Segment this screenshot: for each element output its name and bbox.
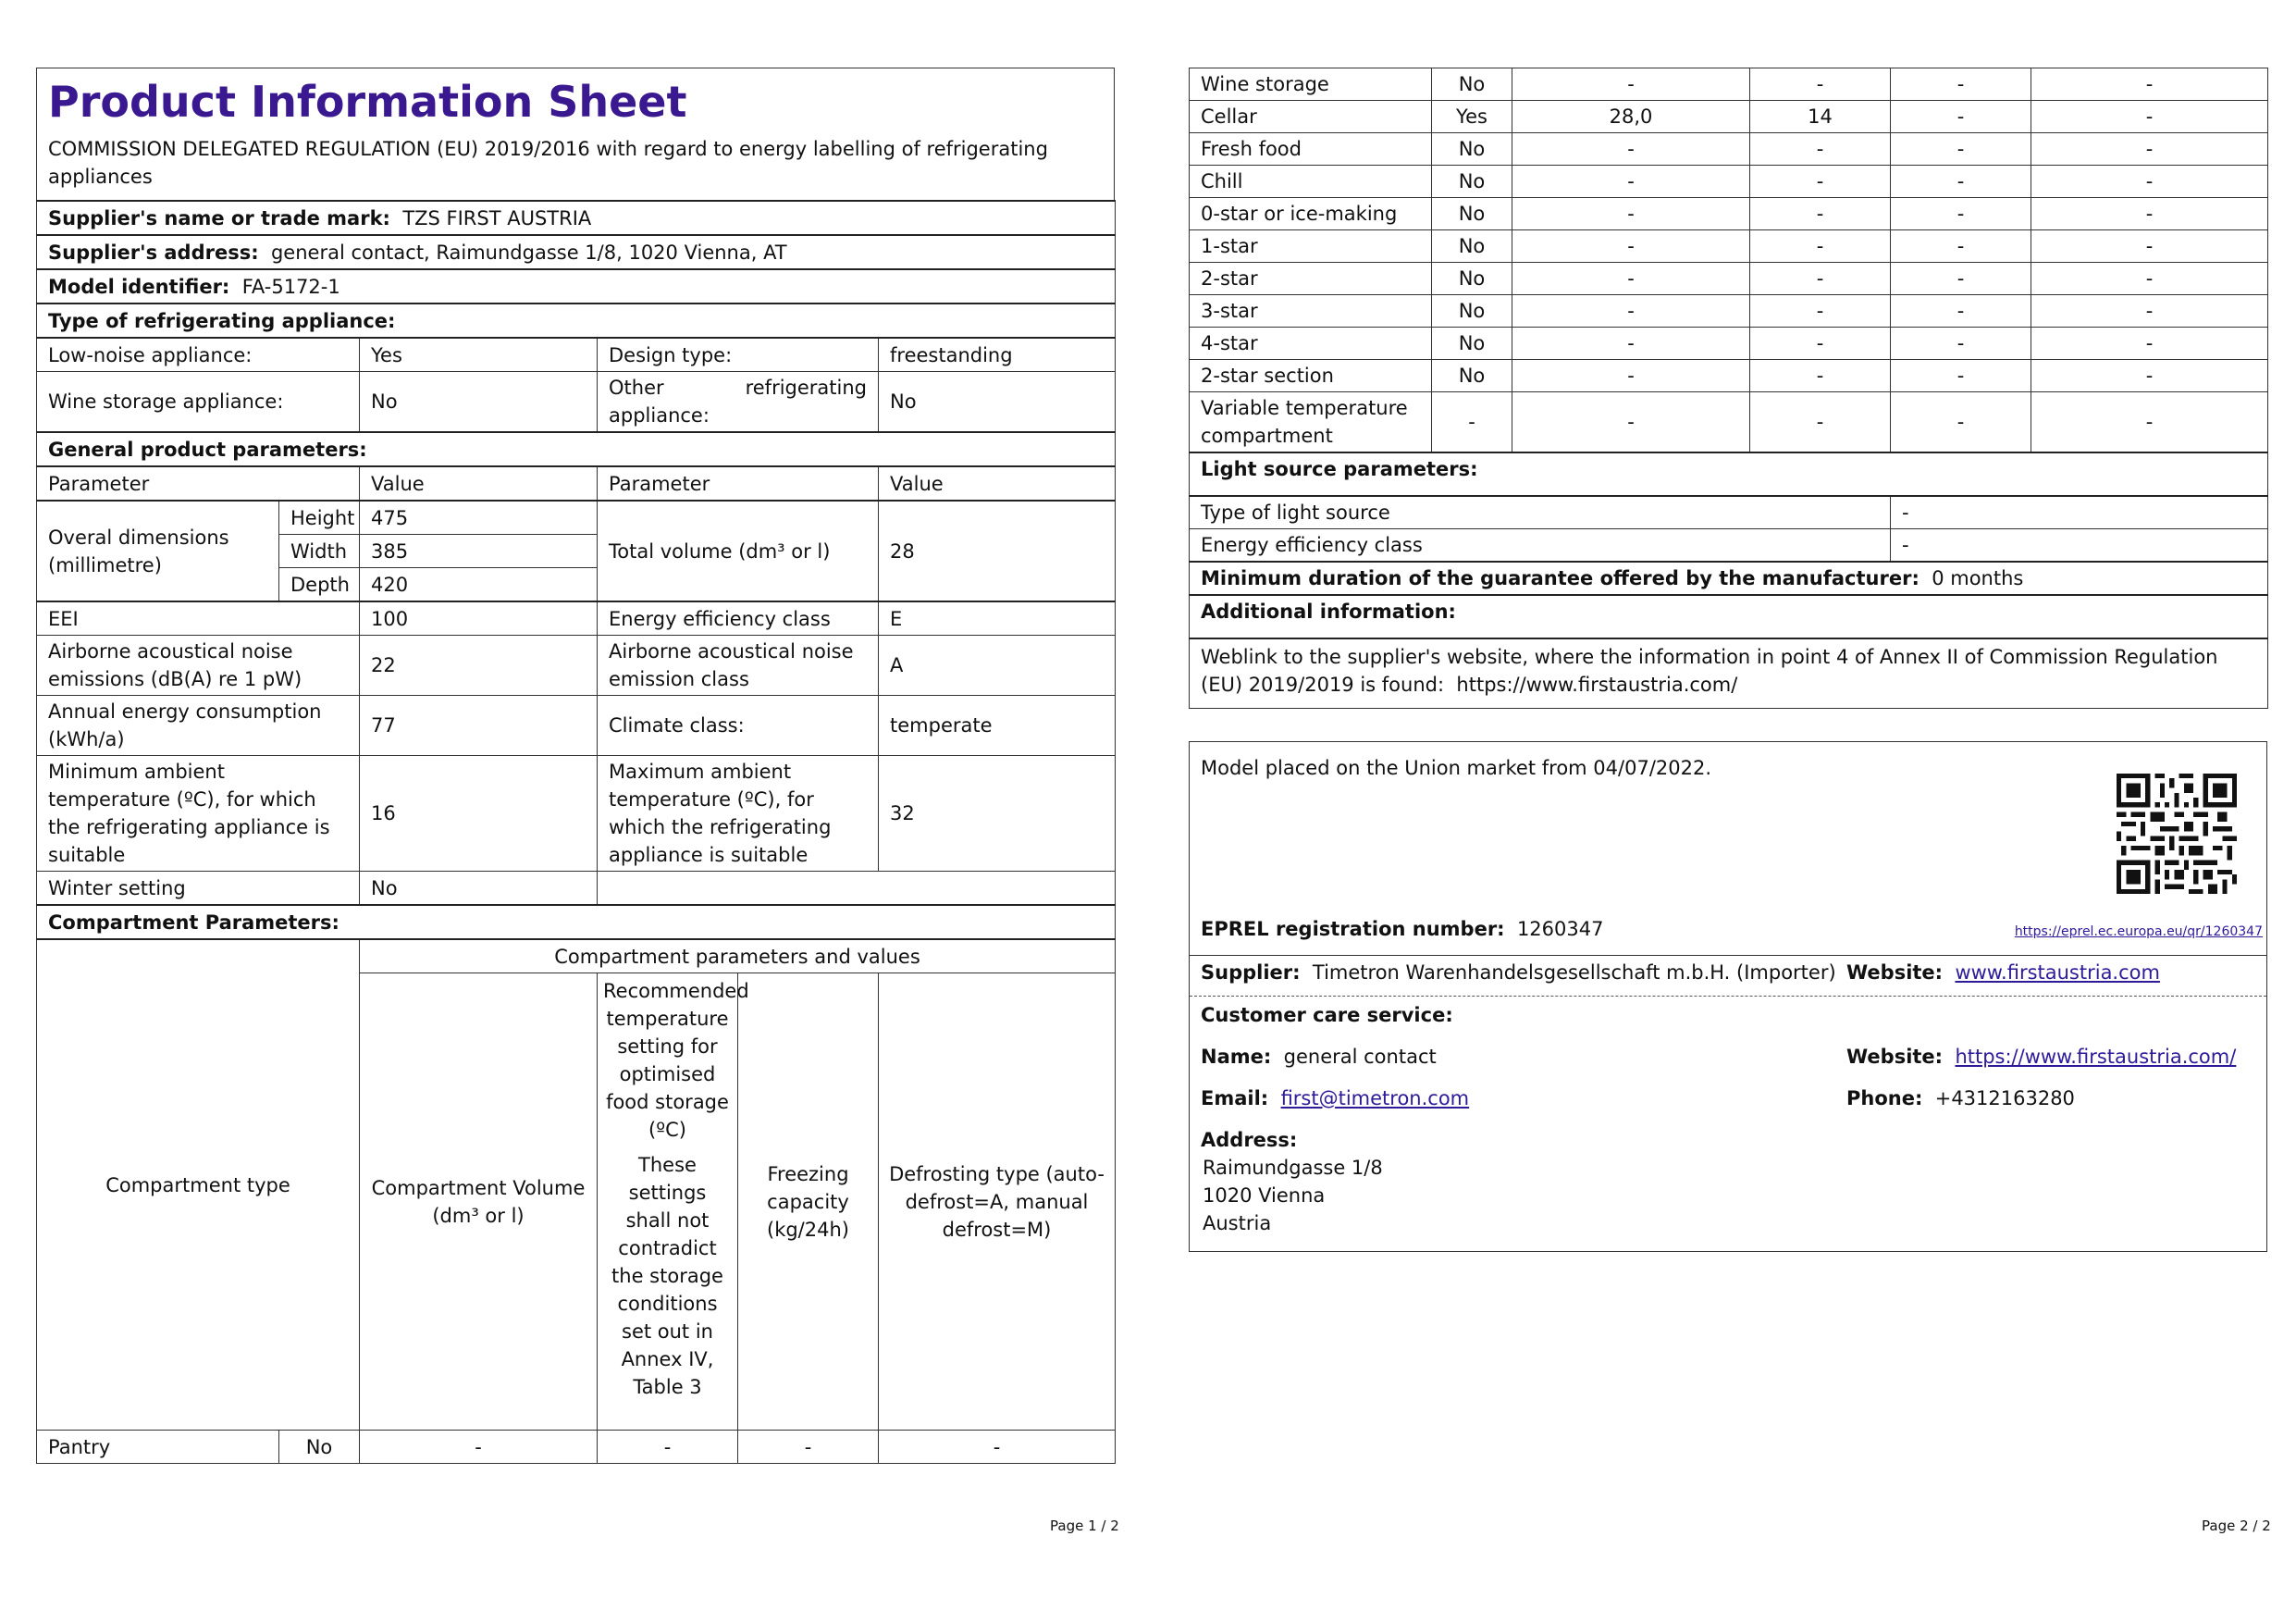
name-value: general contact: [1283, 1046, 1437, 1068]
supplier-value: Timetron Warenhandelsgesellschaft m.b.H. (Importer): [1312, 961, 1836, 984]
compartment-volume: -: [1512, 68, 1750, 101]
guarantee-row: [1190, 562, 2268, 595]
page-title: Product Information Sheet: [48, 77, 687, 127]
compartment-name: 1-star: [1190, 230, 1432, 263]
page-number-2: Page 2 / 2: [2202, 1518, 2271, 1534]
eprel-label: EPREL registration number:: [1201, 918, 1505, 940]
params-header-row: [37, 466, 1116, 501]
compartment-row: [1190, 101, 2268, 133]
eprel-number: 1260347: [1516, 918, 1604, 940]
compartment-params-row: [37, 905, 1116, 939]
compartment-defrost: -: [2031, 101, 2268, 133]
type-label: Type of refrigerating appliance:: [37, 304, 1116, 338]
other-appliance-value: No: [879, 372, 1116, 433]
compartment-freezing: -: [1891, 230, 2031, 263]
eei-row: [37, 601, 1116, 636]
compartment-temp: -: [1750, 198, 1891, 230]
compartment-freezing: -: [1891, 360, 2031, 392]
depth-value: 420: [360, 568, 598, 602]
param-header: Parameter: [37, 466, 360, 501]
min-temp-label: Minimum ambient temperature (ºC), for which the refrigerating appliance is suitable: [37, 756, 360, 872]
model-label: Model identifier:: [48, 275, 230, 298]
compartment-temp: -: [1750, 166, 1891, 198]
compartment-defrost: -: [2031, 295, 2268, 328]
supplier-address-label: Supplier's address:: [48, 241, 259, 264]
other-appliance-label: Other refrigerating appliance:: [598, 372, 879, 433]
design-type-value: freestanding: [879, 338, 1116, 372]
email-link[interactable]: first@timetron.com: [1280, 1087, 1470, 1109]
variable-compartment-row: [1190, 392, 2268, 453]
compartment-defrost: -: [2031, 230, 2268, 263]
supplier-name: TZS FIRST AUSTRIA: [402, 206, 592, 229]
recommended-temp-header: [598, 973, 749, 1431]
supplier-address-row: [37, 235, 1116, 269]
address-line-3: Austria: [1203, 1212, 1272, 1234]
compartment-temp: 14: [1750, 101, 1891, 133]
annual-value: 77: [360, 696, 598, 756]
compartment-defrost: -: [2031, 328, 2268, 360]
max-temp-value: 32: [879, 756, 1116, 872]
compartment-row: [1190, 263, 2268, 295]
light-type-value: -: [1891, 496, 2268, 529]
compartment-row: [1190, 68, 2268, 101]
compartment-volume: -: [1512, 263, 1750, 295]
compartment-freezing: -: [1891, 295, 2031, 328]
supplier-address: general contact, Raimundgasse 1/8, 1020 Vienna, AT: [270, 241, 787, 264]
market-text: Model placed on the Union market from 04/07/2022.: [1201, 757, 1712, 779]
compartment-defrost: -: [2031, 263, 2268, 295]
weblink-text: Weblink to the supplier's website, where the information in point 4 of Annex II of Commission Regulation (EU) 2019/2019 is found:: [1201, 646, 2218, 696]
light-type-row: [1190, 496, 2268, 529]
website-link[interactable]: www.firstaustria.com: [1955, 961, 2160, 984]
model-identifier: FA-5172-1: [241, 275, 340, 298]
comp-params-values-header: Compartment parameters and values: [360, 939, 1116, 973]
param-header-2: Parameter: [598, 466, 879, 501]
eec-label: Energy efficiency class: [598, 601, 879, 636]
name-label: Name:: [1201, 1046, 1272, 1068]
compartment-temp: -: [1750, 133, 1891, 166]
low-noise-row: [37, 338, 1116, 372]
compartment-row: [1190, 328, 2268, 360]
pantry-freezing: -: [738, 1431, 879, 1464]
compartment-name: Cellar: [1190, 101, 1432, 133]
noise-row: [37, 636, 1116, 696]
pantry-name: Pantry: [37, 1431, 279, 1464]
compartment-header-row: [37, 939, 1116, 973]
height-row: [37, 501, 1116, 535]
general-params-row: [37, 432, 1116, 466]
depth-label: Depth: [279, 568, 360, 602]
variable-temp: -: [1750, 392, 1891, 453]
compartment-freezing: -: [1891, 263, 2031, 295]
low-noise-value: Yes: [360, 338, 598, 372]
dashed-divider: [1190, 996, 2266, 997]
type-row: [37, 304, 1116, 338]
compartment-present: No: [1432, 360, 1512, 392]
variable-freezing: -: [1891, 392, 2031, 453]
page-number-1: Page 1 / 2: [1050, 1518, 1119, 1534]
compartment-name: 3-star: [1190, 295, 1432, 328]
pantry-row: [37, 1431, 1116, 1464]
value-header: Value: [360, 466, 598, 501]
wine-storage-row: [37, 372, 1116, 433]
website2-link[interactable]: https://www.firstaustria.com/: [1955, 1046, 2237, 1068]
compartment-temp: -: [1750, 68, 1891, 101]
compartment-present: No: [1432, 230, 1512, 263]
compartment-present: No: [1432, 166, 1512, 198]
pantry-defrost: -: [879, 1431, 1116, 1464]
recommended-temp-text: Recommended temperature setting for optimised food storage (ºC): [603, 980, 749, 1141]
compartment-name: Fresh food: [1190, 133, 1432, 166]
compartment-row: [1190, 295, 2268, 328]
compartment-freezing: -: [1891, 68, 2031, 101]
compartment-volume: -: [1512, 133, 1750, 166]
dimensions-label: Overal dimensions (millimetre): [37, 501, 279, 601]
compartment-freezing: -: [1891, 198, 2031, 230]
winter-label: Winter setting: [37, 872, 360, 906]
compartment-temp: -: [1750, 230, 1891, 263]
compartment-temp: -: [1750, 328, 1891, 360]
light-params-row: [1190, 452, 2268, 496]
climate-label: Climate class:: [598, 696, 879, 756]
pantry-temp: -: [598, 1431, 738, 1464]
wine-storage-label: Wine storage appliance:: [37, 372, 360, 433]
pantry-present: No: [279, 1431, 360, 1464]
compartments-table: [1189, 68, 2268, 709]
wine-storage-value: No: [360, 372, 598, 433]
compartment-volume: -: [1512, 360, 1750, 392]
light-eec-label: Energy efficiency class: [1190, 529, 1891, 563]
variable-present: -: [1432, 392, 1512, 453]
compartment-name: Chill: [1190, 166, 1432, 198]
divider: [1190, 955, 2266, 956]
address-label: Address:: [1201, 1129, 1298, 1151]
address-line-1: Raimundgasse 1/8: [1203, 1157, 1383, 1179]
compartment-volume: -: [1512, 166, 1750, 198]
annual-label: Annual energy consumption (kWh/a): [37, 696, 360, 756]
address-line-2: 1020 Vienna: [1203, 1184, 1326, 1207]
total-volume-value: 28: [879, 501, 1116, 601]
compartment-volume: -: [1512, 295, 1750, 328]
light-params-label: Light source parameters:: [1190, 452, 2268, 496]
light-type-label: Type of light source: [1190, 496, 1891, 529]
design-type-label: Design type:: [598, 338, 879, 372]
compartment-freezing: -: [1891, 133, 2031, 166]
model-row: [37, 269, 1116, 304]
compartment-volume: -: [1512, 198, 1750, 230]
additional-info-row: [1190, 595, 2268, 638]
compartment-name: 0-star or ice-making: [1190, 198, 1432, 230]
variable-volume: -: [1512, 392, 1750, 453]
compartment-temp: -: [1750, 263, 1891, 295]
compartment-present: No: [1432, 68, 1512, 101]
compartment-row: [1190, 230, 2268, 263]
website2-label: Website:: [1846, 1046, 1944, 1068]
compartment-name: 2-star: [1190, 263, 1432, 295]
height-label: Height: [279, 501, 360, 535]
compartment-name: 4-star: [1190, 328, 1432, 360]
supplier-info-box: [1189, 741, 2267, 1252]
compartment-present: No: [1432, 263, 1512, 295]
compartment-freezing: -: [1891, 101, 2031, 133]
min-temp-value: 16: [360, 756, 598, 872]
compartment-defrost: -: [2031, 68, 2268, 101]
annual-row: [37, 696, 1116, 756]
eei-value: 100: [360, 601, 598, 636]
climate-value: temperate: [879, 696, 1116, 756]
freezing-capacity-header: Freezing capacity (kg/24h): [738, 973, 879, 1431]
compartment-present: No: [1432, 328, 1512, 360]
compartment-type-header: Compartment type: [37, 939, 360, 1431]
page-1: [36, 68, 1115, 1464]
sheet-header: [36, 68, 1115, 200]
compartment-row: [1190, 198, 2268, 230]
height-value: 475: [360, 501, 598, 535]
phone-value: +4312163280: [1934, 1087, 2075, 1109]
compartment-present: Yes: [1432, 101, 1512, 133]
compartment-freezing: -: [1891, 166, 2031, 198]
weblink-row: [1190, 638, 2268, 709]
compartment-present: No: [1432, 198, 1512, 230]
supplier-name-row: [37, 201, 1116, 235]
compartment-volume: -: [1512, 230, 1750, 263]
width-label: Width: [279, 535, 360, 568]
noise-value: 22: [360, 636, 598, 696]
settings-note-text: These settings shall not contradict the storage conditions set out in Annex IV, Table 3: [611, 1154, 723, 1398]
additional-info-label: Additional information:: [1190, 595, 2268, 638]
noise-class-value: A: [879, 636, 1116, 696]
compartment-freezing: -: [1891, 328, 2031, 360]
comp-volume-header: Compartment Volume (dm³ or l): [360, 973, 598, 1431]
ambient-temp-row: [37, 756, 1116, 872]
variable-defrost: -: [2031, 392, 2268, 453]
compartment-row: [1190, 133, 2268, 166]
light-eec-row: [1190, 529, 2268, 563]
page-2: [1189, 68, 2267, 709]
customer-care-label: Customer care service:: [1201, 1004, 1453, 1026]
compartment-row: [1190, 360, 2268, 392]
eec-value: E: [879, 601, 1116, 636]
website-label: Website:: [1846, 961, 1944, 984]
eprel-link[interactable]: https://eprel.ec.europa.eu/qr/1260347: [2014, 924, 2263, 939]
regulation-text: COMMISSION DELEGATED REGULATION (EU) 2019/2016 with regard to energy labelling of refrigerating appliances: [48, 138, 1048, 188]
guarantee-value: 0 months: [1932, 567, 2024, 589]
compartment-name: 2-star section: [1190, 360, 1432, 392]
compartment-defrost: -: [2031, 198, 2268, 230]
low-noise-label: Low-noise appliance:: [37, 338, 360, 372]
weblink-url: https://www.firstaustria.com/: [1456, 674, 1738, 696]
compartment-temp: -: [1750, 295, 1891, 328]
light-eec-value: -: [1891, 529, 2268, 563]
compartment-params-label: Compartment Parameters:: [37, 905, 1116, 939]
noise-label: Airborne acoustical noise emissions (dB(A) re 1 pW): [37, 636, 360, 696]
pantry-volume: -: [360, 1431, 598, 1464]
compartment-temp: -: [1750, 360, 1891, 392]
email-label: Email:: [1201, 1087, 1269, 1109]
compartment-volume: -: [1512, 328, 1750, 360]
supplier-name-label: Supplier's name or trade mark:: [48, 206, 390, 229]
variable-name: Variable temperature compartment: [1190, 392, 1432, 453]
compartment-row: [1190, 166, 2268, 198]
compartment-present: No: [1432, 295, 1512, 328]
compartment-name: Wine storage: [1190, 68, 1432, 101]
defrosting-type-header: Defrosting type (auto-defrost=A, manual defrost=M): [879, 973, 1116, 1431]
total-volume-label: Total volume (dm³ or l): [598, 501, 879, 601]
compartments-body: [1190, 68, 2268, 709]
product-table: [36, 200, 1116, 1464]
compartment-defrost: -: [2031, 133, 2268, 166]
winter-row: [37, 872, 1116, 906]
eei-label: EEI: [37, 601, 360, 636]
supplier-label: Supplier:: [1201, 961, 1301, 984]
compartment-defrost: -: [2031, 166, 2268, 198]
value-header-2: Value: [879, 466, 1116, 501]
compartment-present: No: [1432, 133, 1512, 166]
compartment-volume: 28,0: [1512, 101, 1750, 133]
general-params-label: General product parameters:: [37, 432, 1116, 466]
noise-class-label: Airborne acoustical noise emission class: [598, 636, 879, 696]
winter-value: No: [360, 872, 598, 906]
phone-label: Phone:: [1846, 1087, 1923, 1109]
compartment-defrost: -: [2031, 360, 2268, 392]
qr-code-icon[interactable]: [2117, 774, 2237, 894]
winter-empty: [598, 872, 1116, 906]
guarantee-label: Minimum duration of the guarantee offered by the manufacturer:: [1201, 567, 1920, 589]
width-value: 385: [360, 535, 598, 568]
max-temp-label: Maximum ambient temperature (ºC), for which the refrigerating appliance is suitable: [598, 756, 879, 872]
